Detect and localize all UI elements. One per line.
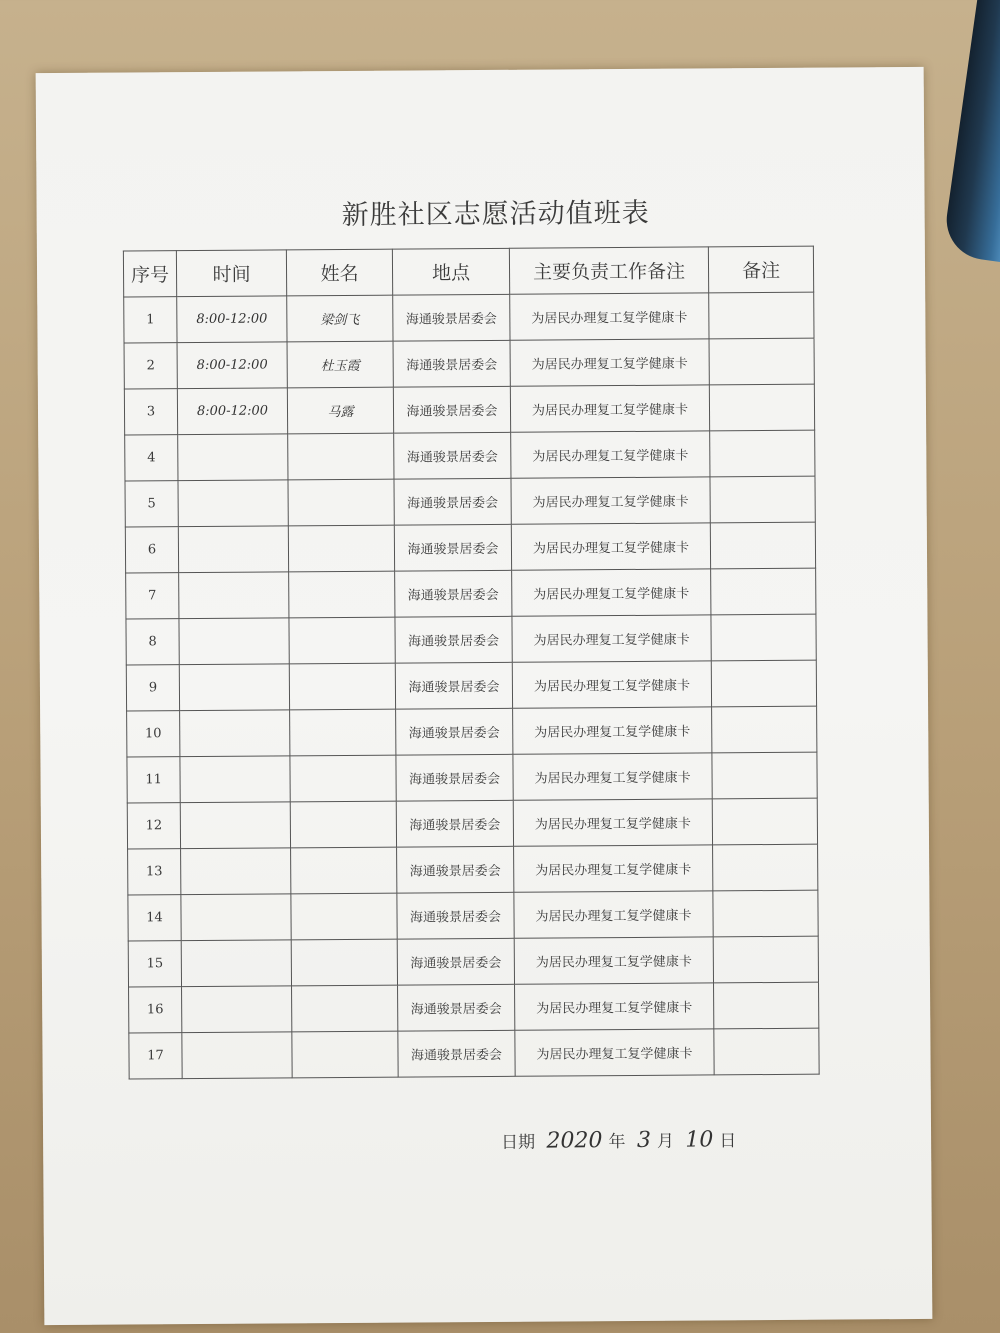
cell-remark bbox=[713, 890, 818, 937]
cell-time: 8:00-12:00 bbox=[177, 296, 287, 343]
cell-time: 8:00-12:00 bbox=[177, 342, 287, 389]
cell-work: 为居民办理复工复学健康卡 bbox=[511, 523, 710, 570]
cell-remark bbox=[714, 982, 819, 1029]
cell-remark bbox=[713, 844, 818, 891]
cell-no: 12 bbox=[127, 803, 180, 849]
cell-place: 海通骏景居委会 bbox=[398, 1030, 515, 1077]
table-row bbox=[125, 476, 815, 527]
cell-place: 海通骏景居委会 bbox=[394, 432, 511, 479]
cell-time bbox=[181, 940, 291, 987]
cell-name: 马露 bbox=[287, 387, 393, 434]
cell-time bbox=[181, 894, 291, 941]
blue-object-corner bbox=[942, 0, 1000, 264]
cell-remark bbox=[712, 798, 817, 845]
cell-place: 海通骏景居委会 bbox=[394, 478, 511, 525]
cell-no: 6 bbox=[125, 527, 178, 573]
cell-remark bbox=[711, 660, 816, 707]
cell-time bbox=[182, 1032, 292, 1079]
cell-no: 3 bbox=[124, 389, 177, 435]
table-row bbox=[127, 798, 817, 849]
cell-no: 15 bbox=[128, 941, 181, 987]
cell-remark bbox=[714, 1028, 819, 1075]
cell-remark bbox=[710, 522, 815, 569]
cell-name bbox=[288, 479, 394, 526]
table-header-row bbox=[123, 246, 813, 297]
cell-time bbox=[180, 710, 290, 757]
cell-place: 海通骏景居委会 bbox=[397, 938, 514, 985]
cell-remark bbox=[713, 936, 818, 983]
cell-work: 为居民办理复工复学健康卡 bbox=[512, 569, 711, 616]
header-name: 姓名 bbox=[286, 249, 392, 296]
cell-place: 海通骏景居委会 bbox=[397, 846, 514, 893]
cell-name bbox=[290, 709, 396, 756]
duty-roster-table bbox=[123, 246, 820, 1080]
cell-place: 海通骏景居委会 bbox=[395, 662, 512, 709]
cell-no: 2 bbox=[124, 343, 177, 389]
table-row bbox=[129, 982, 819, 1033]
cell-name bbox=[288, 525, 394, 572]
cell-time bbox=[178, 526, 288, 573]
cell-name bbox=[290, 801, 396, 848]
cell-place: 海通骏景居委会 bbox=[393, 340, 510, 387]
cell-place: 海通骏景居委会 bbox=[394, 524, 511, 571]
cell-work: 为居民办理复工复学健康卡 bbox=[513, 707, 712, 754]
cell-place: 海通骏景居委会 bbox=[393, 386, 510, 433]
cell-remark bbox=[709, 338, 814, 385]
date-day-unit: 日 bbox=[719, 1131, 737, 1152]
table-row bbox=[126, 614, 816, 665]
cell-work: 为居民办理复工复学健康卡 bbox=[513, 753, 712, 800]
table-row bbox=[124, 292, 814, 343]
cell-time bbox=[181, 848, 291, 895]
cell-time bbox=[180, 756, 290, 803]
date-line bbox=[501, 1126, 736, 1154]
cell-place: 海通骏景居委会 bbox=[396, 754, 513, 801]
cell-work: 为居民办理复工复学健康卡 bbox=[514, 937, 713, 984]
date-year: 2020 bbox=[546, 1128, 603, 1154]
cell-name bbox=[289, 571, 395, 618]
header-place: 地点 bbox=[392, 248, 509, 295]
header-remark: 备注 bbox=[708, 246, 813, 293]
cell-no: 7 bbox=[126, 573, 179, 619]
cell-name bbox=[289, 617, 395, 664]
cell-name bbox=[290, 755, 396, 802]
cell-place: 海通骏景居委会 bbox=[395, 616, 512, 663]
cell-remark bbox=[711, 568, 816, 615]
cell-no: 14 bbox=[128, 895, 181, 941]
cell-no: 8 bbox=[126, 619, 179, 665]
table-row bbox=[129, 1028, 819, 1079]
table-row bbox=[125, 522, 815, 573]
table-row bbox=[128, 936, 818, 987]
cell-no: 11 bbox=[127, 757, 180, 803]
date-year-unit: 年 bbox=[608, 1132, 626, 1153]
date-month: 3 bbox=[636, 1127, 652, 1153]
cell-remark bbox=[710, 476, 815, 523]
cell-time bbox=[179, 572, 289, 619]
paper-sheet bbox=[36, 67, 933, 1325]
cell-work: 为居民办理复工复学健康卡 bbox=[511, 477, 710, 524]
cell-name bbox=[291, 939, 397, 986]
cell-name bbox=[289, 663, 395, 710]
table-row bbox=[128, 890, 818, 941]
table-row bbox=[124, 338, 814, 389]
cell-time bbox=[178, 480, 288, 527]
cell-remark bbox=[711, 614, 816, 661]
cell-work: 为居民办理复工复学健康卡 bbox=[515, 1029, 714, 1076]
cell-work: 为居民办理复工复学健康卡 bbox=[511, 431, 710, 478]
cell-remark bbox=[709, 292, 814, 339]
cell-work: 为居民办理复工复学健康卡 bbox=[514, 845, 713, 892]
cell-work: 为居民办理复工复学健康卡 bbox=[510, 339, 709, 386]
header-time: 时间 bbox=[176, 250, 286, 297]
cell-time bbox=[178, 434, 288, 481]
cell-time bbox=[179, 664, 289, 711]
cell-place: 海通骏景居委会 bbox=[396, 800, 513, 847]
cell-name bbox=[288, 433, 394, 480]
cell-time bbox=[182, 986, 292, 1033]
cell-no: 13 bbox=[128, 849, 181, 895]
cell-time: 8:00-12:00 bbox=[177, 388, 287, 435]
cell-time bbox=[180, 802, 290, 849]
cell-no: 17 bbox=[129, 1033, 182, 1079]
cell-name bbox=[292, 1031, 398, 1078]
cell-work: 为居民办理复工复学健康卡 bbox=[510, 293, 709, 340]
cell-work: 为居民办理复工复学健康卡 bbox=[510, 385, 709, 432]
table-row bbox=[124, 384, 814, 435]
cell-place: 海通骏景居委会 bbox=[396, 708, 513, 755]
cell-place: 海通骏景居委会 bbox=[397, 892, 514, 939]
cell-name bbox=[292, 985, 398, 1032]
cell-time bbox=[179, 618, 289, 665]
date-month-unit: 月 bbox=[656, 1131, 674, 1152]
cell-no: 10 bbox=[127, 711, 180, 757]
document-title: 新胜社区志愿活动值班表 bbox=[341, 197, 650, 231]
table-row bbox=[126, 660, 816, 711]
cell-no: 1 bbox=[124, 297, 177, 343]
cell-place: 海通骏景居委会 bbox=[395, 570, 512, 617]
cell-remark bbox=[709, 384, 814, 431]
cell-work: 为居民办理复工复学健康卡 bbox=[512, 615, 711, 662]
cell-work: 为居民办理复工复学健康卡 bbox=[512, 661, 711, 708]
cell-remark bbox=[712, 752, 817, 799]
table-row bbox=[127, 706, 817, 757]
cell-name: 杜玉霞 bbox=[287, 341, 393, 388]
cell-no: 4 bbox=[125, 435, 178, 481]
cell-work: 为居民办理复工复学健康卡 bbox=[515, 983, 714, 1030]
cell-place: 海通骏景居委会 bbox=[393, 294, 510, 341]
date-day: 10 bbox=[685, 1127, 714, 1153]
cell-remark bbox=[712, 706, 817, 753]
cell-name: 梁剑飞 bbox=[287, 295, 393, 342]
cell-no: 16 bbox=[129, 987, 182, 1033]
table-row bbox=[125, 430, 815, 481]
date-label: 日期 bbox=[501, 1132, 536, 1153]
cell-no: 5 bbox=[125, 481, 178, 527]
header-no: 序号 bbox=[123, 251, 176, 297]
table-row bbox=[128, 844, 818, 895]
cell-place: 海通骏景居委会 bbox=[398, 984, 515, 1031]
cell-remark bbox=[710, 430, 815, 477]
cell-work: 为居民办理复工复学健康卡 bbox=[513, 799, 712, 846]
cell-name bbox=[291, 847, 397, 894]
table-row bbox=[126, 568, 816, 619]
cell-name bbox=[291, 893, 397, 940]
cell-no: 9 bbox=[126, 665, 179, 711]
cell-work: 为居民办理复工复学健康卡 bbox=[514, 891, 713, 938]
table-row bbox=[127, 752, 817, 803]
header-work: 主要负责工作备注 bbox=[509, 247, 708, 294]
